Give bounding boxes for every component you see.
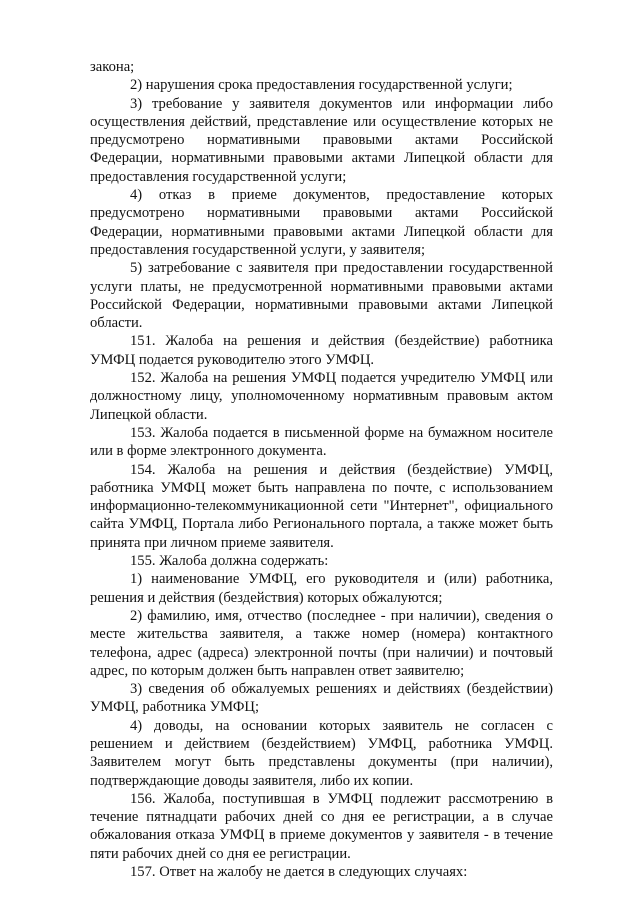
paragraph: 4) доводы, на основании которых заявитель не согласен с решением и действием (бездействием) УМФЦ, работника УМФЦ. Заявителем могут быть представлены документы (при наличии), подтверждающие доводы заявителя, либо их копии. bbox=[90, 717, 553, 789]
paragraph: закона; bbox=[90, 59, 135, 75]
paragraph: 157. Ответ на жалобу не дается в следующих случаях: bbox=[130, 864, 468, 881]
paragraph: 4) отказ в приеме документов, предоставление которых предусмотрено нормативными правовыми актами Российской Федерации, нормативными правовыми актами Липецкой области для предоставления государственной услуги, у заявителя; bbox=[90, 187, 553, 258]
document-page bbox=[90, 58, 553, 881]
paragraph: 152. Жалоба на решения УМФЦ подается учредителю УМФЦ или должностному лицу, уполномоченному нормативным правовым актом Липецкой области. bbox=[90, 370, 553, 423]
paragraph: 156. Жалоба, поступившая в УМФЦ подлежит рассмотрению в течение пятнадцати рабочих дней со дня ее регистрации, а в случае обжалования отказа УМФЦ в приеме документов у заявителя - в течение пяти рабочих дней со дня ее регистрации. bbox=[90, 790, 553, 862]
paragraph: 1) наименование УМФЦ, его руководителя и (или) работника, решения и действия (бездействия) которых обжалуются; bbox=[90, 571, 553, 606]
paragraph: 2) нарушения срока предоставления государственной услуги; bbox=[130, 77, 513, 94]
paragraph: 3) сведения об обжалуемых решениях и действиях (бездействии) УМФЦ, работника УМФЦ; bbox=[90, 681, 553, 716]
paragraph: 154. Жалоба на решения и действия (бездействие) УМФЦ, работника УМФЦ может быть направлена по почте, с использованием информационно-телекоммуникационной сети "Интернет", официального сайта УМФЦ, Портала либо Регионального портала, а также может быть принята при личном приеме заявителя. bbox=[90, 461, 553, 551]
paragraph: 3) требование у заявителя документов или информации либо осуществления действий, представление или осуществление которых не предусмотрено нормативными правовыми актами Российской Федерации, нормативными правовыми актами Липецкой области для предоставления государственной услуги; bbox=[90, 95, 553, 185]
paragraph: 153. Жалоба подается в письменной форме на бумажном носителе или в форме электронного документа. bbox=[90, 424, 553, 460]
paragraph: 2) фамилию, имя, отчество (последнее - при наличии), сведения о месте жительства заявителя, а также номер (номера) контактного телефона, адрес (адреса) электронной почты (при наличии) и почтовый адрес, по которым должен быть направлен ответ заявителю; bbox=[90, 607, 553, 679]
paragraph: 155. Жалоба должна содержать: bbox=[130, 553, 329, 570]
paragraph: 151. Жалоба на решения и действия (бездействие) работника УМФЦ подается руководителю этого УМФЦ. bbox=[90, 333, 553, 368]
paragraph: 5) затребование с заявителя при предоставлении государственной услуги платы, не предусмотренной нормативными правовыми актами Российской Федерации, нормативными правовыми актами Липецкой области. bbox=[90, 260, 553, 332]
